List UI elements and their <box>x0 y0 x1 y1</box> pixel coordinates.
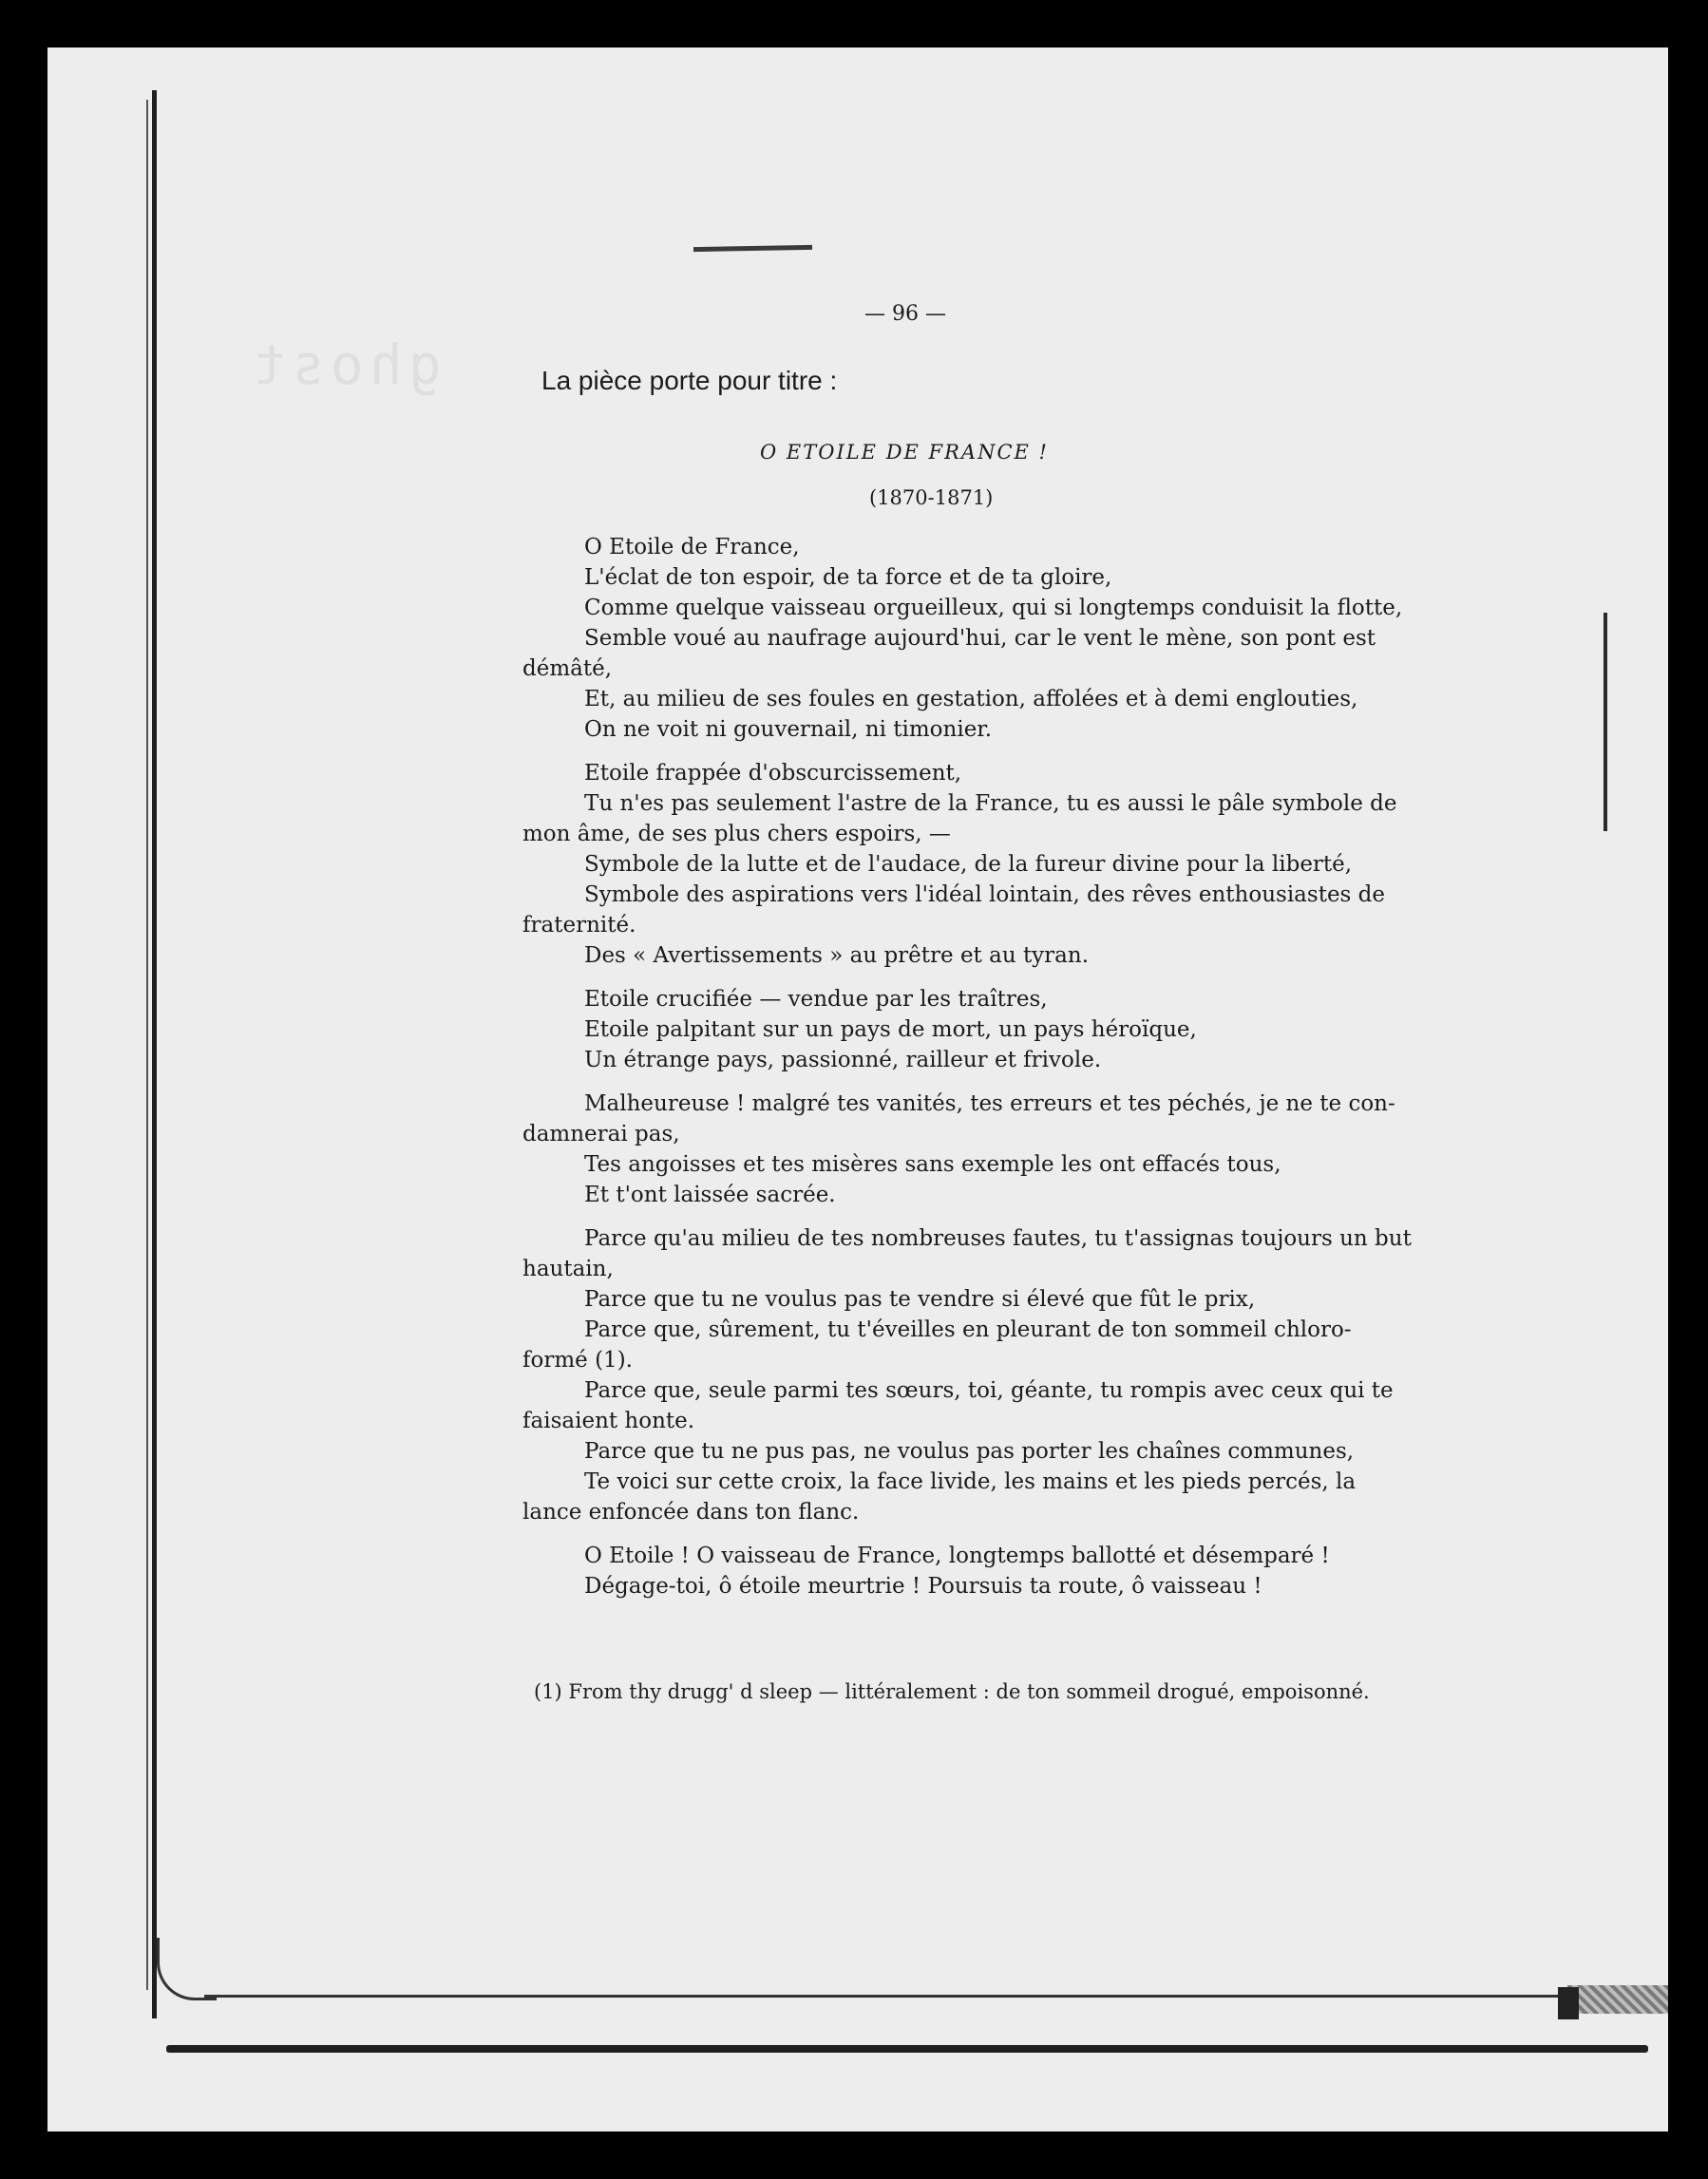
poem-line: Etoile palpitant sur un pays de mort, un pays héroïque, <box>584 1017 1197 1042</box>
poem-line: Parce que tu ne pus pas, ne voulus pas porter les chaînes communes, <box>584 1439 1355 1464</box>
poem-line: O Etoile de France, <box>584 535 800 559</box>
scan-edge-mark <box>1558 1987 1579 2019</box>
poem-line: Et, au milieu de ses foules en gestation, affolées et à demi englouties, <box>584 687 1358 711</box>
poem-line: L'éclat de ton espoir, de ta force et de ta gloire, <box>584 565 1112 590</box>
margin-mark <box>1604 613 1607 831</box>
poem-line: Etoile frappée d'obscurcissement, <box>584 761 962 786</box>
poem-line: faisaient honte. <box>522 1409 695 1433</box>
page-frame-left <box>152 90 157 2018</box>
stanza <box>522 1089 1596 1210</box>
stanza <box>522 984 1596 1075</box>
page-number: — 96 — <box>864 302 946 326</box>
stanza <box>522 758 1596 971</box>
page-frame-bottom <box>166 2045 1648 2053</box>
document-page <box>47 47 1668 2132</box>
footnote: (1) From thy drugg' d sleep — littéralement : de ton sommeil drogué, empoisonné. <box>534 1680 1370 1703</box>
poem-title: O ETOILE DE FRANCE ! <box>760 441 1049 464</box>
poem-line: Parce qu'au milieu de tes nombreuses fautes, tu t'assignas toujours un but <box>584 1226 1412 1251</box>
poem-line: mon âme, de ses plus chers espoirs, — <box>522 822 951 846</box>
poem-line: Tes angoisses et tes misères sans exemple les ont effacés tous, <box>584 1152 1281 1177</box>
poem-line: On ne voit ni gouvernail, ni timonier. <box>584 717 993 742</box>
page-frame-bottom-inner <box>204 1995 1620 1998</box>
poem-line: Parce que, sûrement, tu t'éveilles en pleurant de ton sommeil chloro- <box>584 1317 1352 1342</box>
poem-line: fraternité. <box>522 913 636 938</box>
poem-line: hautain, <box>522 1257 614 1281</box>
poem-line: damnerai pas, <box>522 1122 680 1146</box>
poem-line: Etoile crucifiée — vendue par les traîtres, <box>584 987 1048 1012</box>
poem-body <box>522 532 1596 1615</box>
top-dash-mark <box>693 245 812 252</box>
poem-line: Parce que tu ne voulus pas te vendre si élevé que fût le prix, <box>584 1287 1256 1312</box>
poem-line: Symbole de la lutte et de l'audace, de la fureur divine pour la liberté, <box>584 852 1353 877</box>
poem-line: Un étrange pays, passionné, railleur et frivole. <box>584 1048 1102 1072</box>
poem-line: Et t'ont laissée sacrée. <box>584 1183 836 1207</box>
stanza <box>522 1223 1596 1527</box>
poem-line: démâté, <box>522 656 613 681</box>
poem-line: lance enfoncée dans ton flanc. <box>522 1500 860 1525</box>
stanza <box>522 1541 1596 1601</box>
poem-line: Semble voué au naufrage aujourd'hui, car le vent le mène, son pont est <box>584 626 1376 651</box>
page-frame-left-thin <box>146 100 148 1990</box>
poem-line: Parce que, seule parmi tes sœurs, toi, géante, tu rompis avec ceux qui te <box>584 1378 1394 1403</box>
intro-line: La pièce porte pour titre : <box>541 366 838 395</box>
poem-line: Dégage-toi, ô étoile meurtrie ! Poursuis ta route, ô vaisseau ! <box>584 1574 1262 1599</box>
scan-edge-smudge <box>1567 1985 1668 2014</box>
poem-line: Te voici sur cette croix, la face livide, les mains et les pieds percés, la <box>584 1469 1357 1494</box>
poem-dates: (1870-1871) <box>869 486 994 509</box>
poem-line: Tu n'es pas seulement l'astre de la France, tu es aussi le pâle symbole de <box>584 791 1397 816</box>
page-frame-corner <box>157 1938 217 2000</box>
poem-line: formé (1). <box>522 1348 633 1373</box>
show-through-watermark: ghost <box>247 332 442 397</box>
poem-line: Des « Avertissements » au prêtre et au tyran. <box>584 943 1090 968</box>
poem-line: Malheureuse ! malgré tes vanités, tes erreurs et tes péchés, je ne te con- <box>584 1091 1395 1116</box>
poem-line: Symbole des aspirations vers l'idéal lointain, des rêves enthousiastes de <box>584 882 1386 907</box>
poem-line: Comme quelque vaisseau orgueilleux, qui si longtemps conduisit la flotte, <box>584 596 1403 620</box>
stanza <box>522 532 1596 745</box>
poem-line: O Etoile ! O vaisseau de France, longtemps ballotté et désemparé ! <box>584 1544 1330 1568</box>
